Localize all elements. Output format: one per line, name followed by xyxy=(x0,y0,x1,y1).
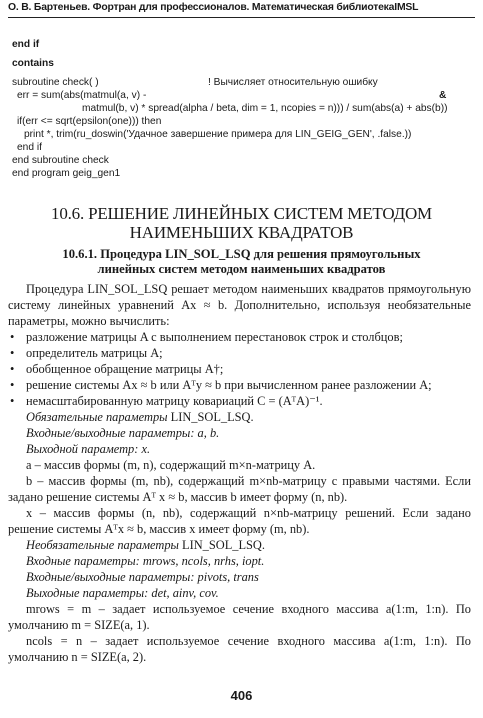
required-params-line xyxy=(8,409,471,425)
section-title-line1: 10.6. РЕШЕНИЕ ЛИНЕЙНЫХ СИСТЕМ МЕТОДОМ xyxy=(51,204,432,223)
param-b-description: b – массив формы (m, nb), содержащий m×nb-матрицу с правыми частями. Если задано решение системы Aᵀ x ≈ b, массив b имеет форму (n, nb). xyxy=(8,474,471,504)
mrows-description: mrows = m – задает используемое сечение входного массива a(1:m, 1:n). По умолчанию m = SIZE(a, 1). xyxy=(8,602,471,632)
output-param-line xyxy=(8,441,471,457)
bullet-icon: • xyxy=(10,362,15,376)
code-line-subroutine xyxy=(12,76,472,89)
optional-output-label: Выходные параметры xyxy=(26,586,145,600)
bullet-item: • определитель матрицы A; xyxy=(10,346,163,360)
output-param-label: Выходной параметр xyxy=(26,442,135,456)
optional-input-label: Входные параметры xyxy=(26,554,136,568)
code-line-end-prog: end program geig_gen1 xyxy=(12,168,121,179)
bullet-icon: • xyxy=(10,378,15,392)
subsection-title-line1: 10.6.1. Процедура LIN_SOL_LSQ для решения прямоугольных xyxy=(62,247,421,261)
intro-paragraph: Процедура LIN_SOL_LSQ решает методом наименьших квадратов прямоугольную систему линейных уравнений Ax ≈ b. Дополнительно, используя необязательные параметры, можно вычислить: xyxy=(8,282,471,328)
inout-params-values: : a, b. xyxy=(190,426,220,440)
optional-input-values: : mrows, ncols, nrhs, iopt. xyxy=(135,554,265,568)
bullet-icon: • xyxy=(10,394,15,408)
code-line-end-if2: end if xyxy=(17,142,42,153)
required-params-label: Обязательные параметры xyxy=(26,410,168,424)
bullet-icon: • xyxy=(10,330,15,344)
running-header: О. В. Бартеньев. Фортран для профессионалов. Математическая библиотекаIMSL xyxy=(8,2,475,18)
bullet-item: • немасштабированную матрицу ковариаций C = (AᵀA)⁻¹. xyxy=(10,394,323,408)
code-line-err1 xyxy=(12,89,472,102)
code-continuation: & xyxy=(439,90,447,101)
code-line-err2: matmul(b, v) * spread(alpha / beta, dim = 1, ncopies = n))) / sum(abs(a) + abs(b)) xyxy=(82,103,448,114)
optional-inout-label: Входные/выходные параметры xyxy=(26,570,191,584)
param-x-description: x – массив формы (n, nb), содержащий n×nb-матрицу решений. Если задано решение системы Aᵀx ≈ b, массив x имеет форму (m, nb). xyxy=(8,506,471,536)
param-a-description: a – массив формы (m, n), содержащий m×n-матрицу A. xyxy=(26,458,316,472)
optional-output-line xyxy=(8,585,471,601)
code-line-end-if: end if xyxy=(12,39,40,50)
body-text xyxy=(8,281,471,665)
required-params-name: LIN_SOL_LSQ. xyxy=(170,410,254,424)
code-err1: err = sum(abs(matmul(a, v) - xyxy=(17,90,147,101)
bullet-item: • обобщенное обращение матрицы A†; xyxy=(10,362,224,376)
optional-inout-values: : pivots, trans xyxy=(190,570,259,584)
bullet-item: • разложение матрицы A с выполнением перестановок строк и столбцов; xyxy=(10,330,403,344)
inout-params-label: Входные/выходные параметры xyxy=(26,426,191,440)
optional-inout-line xyxy=(8,569,471,585)
inout-params-line xyxy=(8,425,471,441)
optional-output-values: : det, ainv, cov. xyxy=(144,586,219,600)
optional-params-line xyxy=(8,537,471,553)
optional-params-name: LIN_SOL_LSQ. xyxy=(182,538,265,552)
code-line-print: print *, trim(ru_doswin('Удачное завершение примера для LIN_GEIG_GEN', .false.)) xyxy=(24,129,412,140)
bullet-icon: • xyxy=(10,346,15,360)
code-line-if: if(err <= sqrt(epsilon(one))) then xyxy=(17,116,162,127)
page-number: 406 xyxy=(230,688,253,703)
code-listing xyxy=(12,38,472,180)
section-title-line2: НАИМЕНЬШИХ КВАДРАТОВ xyxy=(129,223,354,242)
code-sub-comment: ! Вычисляет относительную ошибку xyxy=(208,77,378,88)
code-sub-decl: subroutine check( ) xyxy=(12,77,99,88)
bullet-item: • решение системы Ax ≈ b или Aᵀy ≈ b при вычисленном ранее разложении A; xyxy=(10,378,432,392)
subsection-title-line2: линейных систем методом наименьших квадратов xyxy=(97,262,386,276)
code-line-contains: contains xyxy=(12,58,54,69)
output-param-values: : x. xyxy=(134,442,151,456)
optional-params-label: Необязательные параметры xyxy=(26,538,179,552)
optional-input-line xyxy=(8,553,471,569)
section-title xyxy=(0,204,483,242)
code-line-end-sub: end subroutine check xyxy=(12,155,109,166)
ncols-description: ncols = n – задает используемое сечение входного массива a(1:m, 1:n). По умолчанию n = SIZE(a, 2). xyxy=(8,634,471,664)
subsection-title xyxy=(0,247,483,277)
